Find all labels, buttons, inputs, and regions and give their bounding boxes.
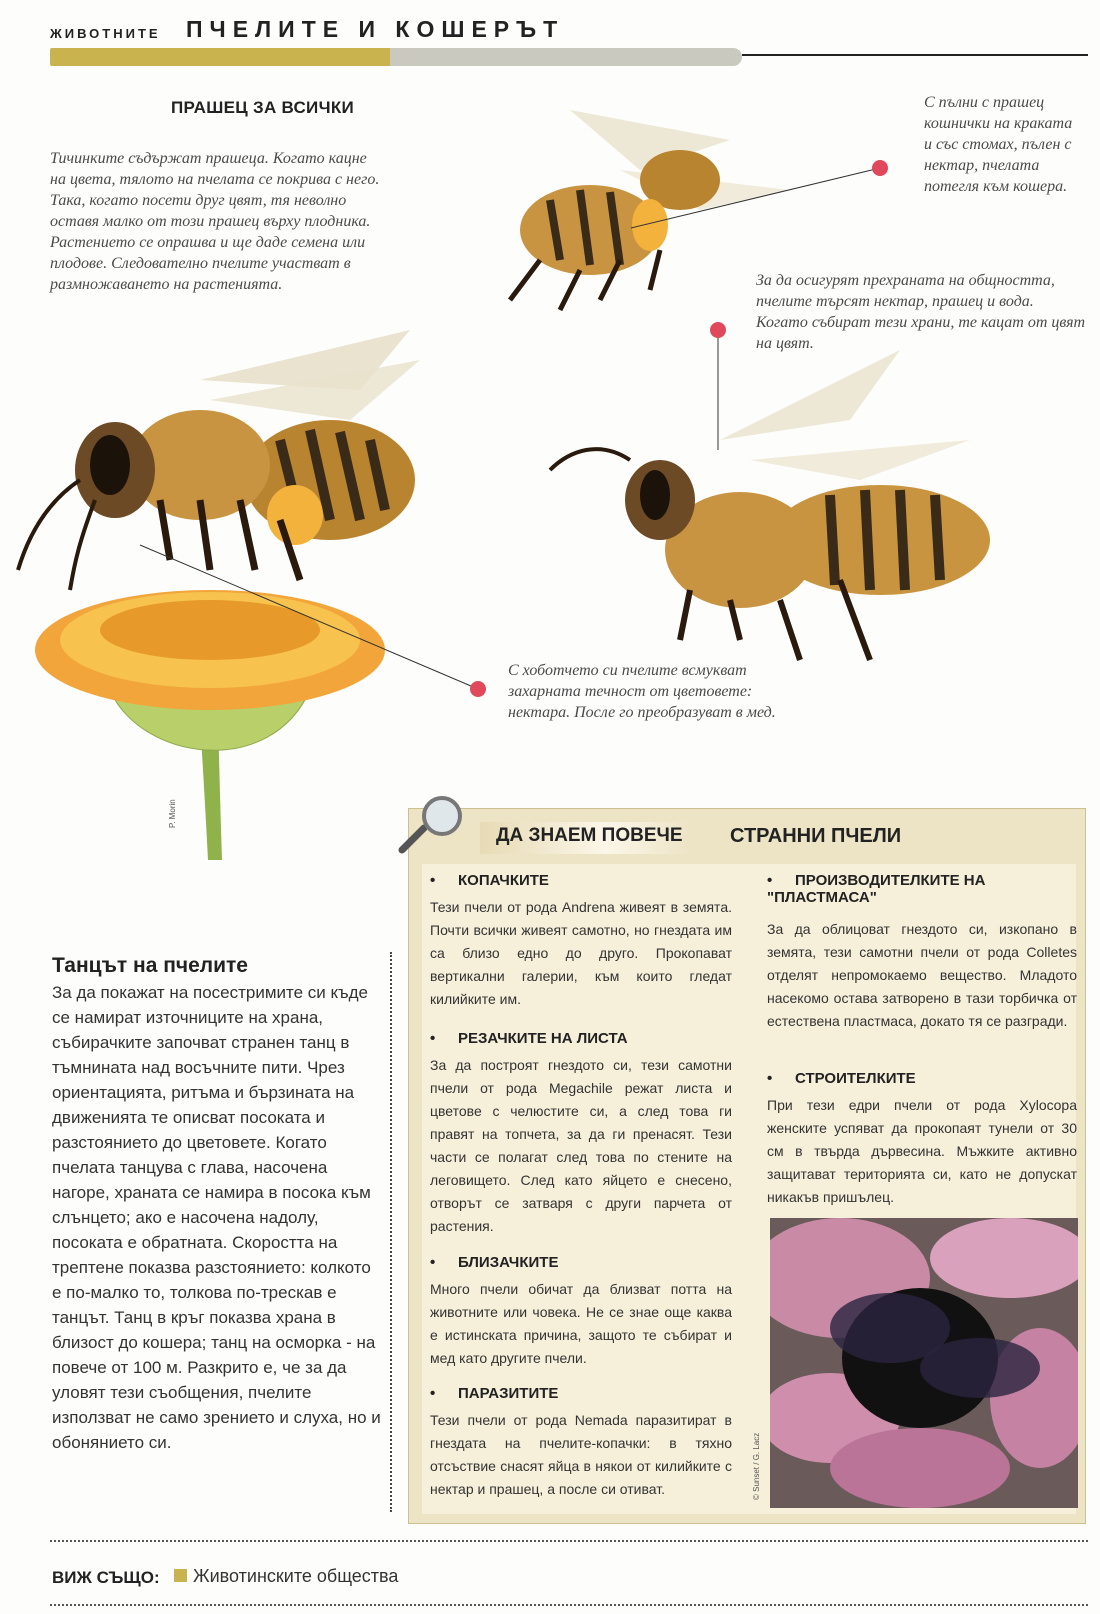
footer-rule-bottom xyxy=(50,1604,1088,1606)
dance-text: За да покажат на посестримите си къде се намират източниците на храна, събирачките започват странен танц в тъмнината над восъчните пити. Чрез ориентацията, ритъма и бързината на движенията те описват посоката и разстоянието до цветовете. Когато пчелата танцува с глава, насочена нагоре, храната се намира в посока към слънцето; ако е насочена надолу, посоката е обратната. Скоростта на трептене показва разстоянието: колкото е по-малко то, толкова по-трескав е танцът. Танц в кръг показва храна в близост до кошера; танц на осморка - на повече от 100 м. Разкрито е, че за да уловят тези съобщения, пчелите използват не само зрението и слуха, но и обонянието си. xyxy=(52,983,381,1452)
item-title: • БЛИЗАЧКИТЕ xyxy=(430,1254,732,1271)
page-title: ПЧЕЛИТЕ И КОШЕРЪТ xyxy=(186,16,565,42)
carpenter-bee-photo xyxy=(770,1218,1078,1508)
marker-dot xyxy=(872,160,888,176)
header-bar-gray xyxy=(390,48,742,66)
section-label: ЖИВОТНИТЕ xyxy=(50,26,161,41)
bee-flying-top xyxy=(510,110,790,310)
bee-flying-right xyxy=(550,350,990,660)
pollen-heading: ПРАШЕЦ ЗА ВСИЧКИ xyxy=(171,98,355,117)
box-label: ДА ЗНАЕМ ПОВЕЧЕ xyxy=(496,825,683,846)
column-divider xyxy=(390,952,392,1512)
item-text: Тези пчели от рода Andrena живеят в земята. Почти всички живеят самотно, но гнездата им са близо едно до друго. Прокопават вертикални галерии, към които гледат килийките им. xyxy=(430,899,732,1007)
see-also-label: ВИЖ СЪЩО: xyxy=(52,1568,160,1587)
item-text: Тези пчели от рода Nemada паразитират в гнездата на пчелите-копачки: в тяхно отсъствие снасят яйца в някои от килийките с нектар и прашец, а после си отиват. xyxy=(430,1412,732,1497)
flower-illustration xyxy=(35,590,385,860)
item-text: За да облицоват гнездото си, изкопано в земята, тези самотни пчели от рода Colletes отделят непромокаемо вещество. Младото насекомо остава затворено в тази торбичка от естествена пластмаса, докато тя се разгради. xyxy=(767,921,1077,1029)
item-title: • СТРОИТЕЛКИТЕ xyxy=(767,1070,1077,1087)
item-title: • КОПАЧКИТЕ xyxy=(430,872,732,889)
bee-illustration xyxy=(0,80,1100,880)
illustration-credit: P. Morin xyxy=(168,799,177,828)
magnifier-icon xyxy=(398,794,468,854)
box-title: СТРАННИ ПЧЕЛИ xyxy=(730,825,902,847)
item-text: При тези едри пчели от рода Xylocopa женските успяват да прокопаят тунели от 30 см в твърда дървесина. Мъжките активно защитават територията си, като не допускат никакъв пришълец. xyxy=(767,1097,1077,1205)
link-bullet-icon xyxy=(174,1569,187,1582)
header-rule xyxy=(742,54,1088,56)
item-title: • ПРОИЗВОДИТЕЛКИТЕ НА "ПЛАСТМАСА" xyxy=(767,872,1077,906)
caption-pollen-baskets: С пълни с прашец кошнички на краката и със стомах, пълен с нектар, пчелата потегля към кошера. xyxy=(924,94,1073,195)
item-text: За да построят гнездото си, тези самотни пчели от рода Megachile режат листа и цветове с челюстите си, а след това ги правят на топчета, за да ги пренасят. Тези части се полагат след това по стените на леговището. След като яйцето е снесено, отворът се затваря с други парчета от растения. xyxy=(430,1057,732,1234)
see-also-link[interactable]: Животинските общества xyxy=(193,1566,399,1586)
item-title: • РЕЗАЧКИТЕ НА ЛИСТА xyxy=(430,1030,732,1047)
header-bar-accent xyxy=(50,48,390,66)
item-title: • ПАРАЗИТИТЕ xyxy=(430,1385,732,1402)
photo-credit: © Sunset / G. Lacz xyxy=(752,1432,761,1500)
marker-dot xyxy=(710,322,726,338)
footer-rule-top xyxy=(50,1540,1088,1542)
pollen-text: Тичинките съдържат прашеца. Когато кацне на цвета, тялото на пчелата се покрива с него. Така, когато посети друг цвят, тя неволно оставя малко от този прашец върху плодника. Растението се опрашва и ще даде семена или плодове. Следователно пчелите участват в размножаването на растенията. xyxy=(50,150,380,293)
dance-heading: Танцът на пчелите xyxy=(52,954,248,977)
marker-dot xyxy=(470,681,486,697)
caption-proboscis: С хоботчето си пчелите всмукват захарната течност от цветовете: нектара. После го преобразуват в мед. xyxy=(508,662,776,721)
caption-food-gathering: За да осигурят прехраната на общността, пчелите търсят нектар, прашец и вода. Когато събират тези храни, те кацат от цвят на цвят. xyxy=(756,272,1086,352)
bee-on-flower xyxy=(18,330,420,590)
item-text: Много пчели обичат да близват потта на животните или човека. Не се знае още каква е истинската причина, защото те събират и мед като другите пчели. xyxy=(430,1281,732,1366)
